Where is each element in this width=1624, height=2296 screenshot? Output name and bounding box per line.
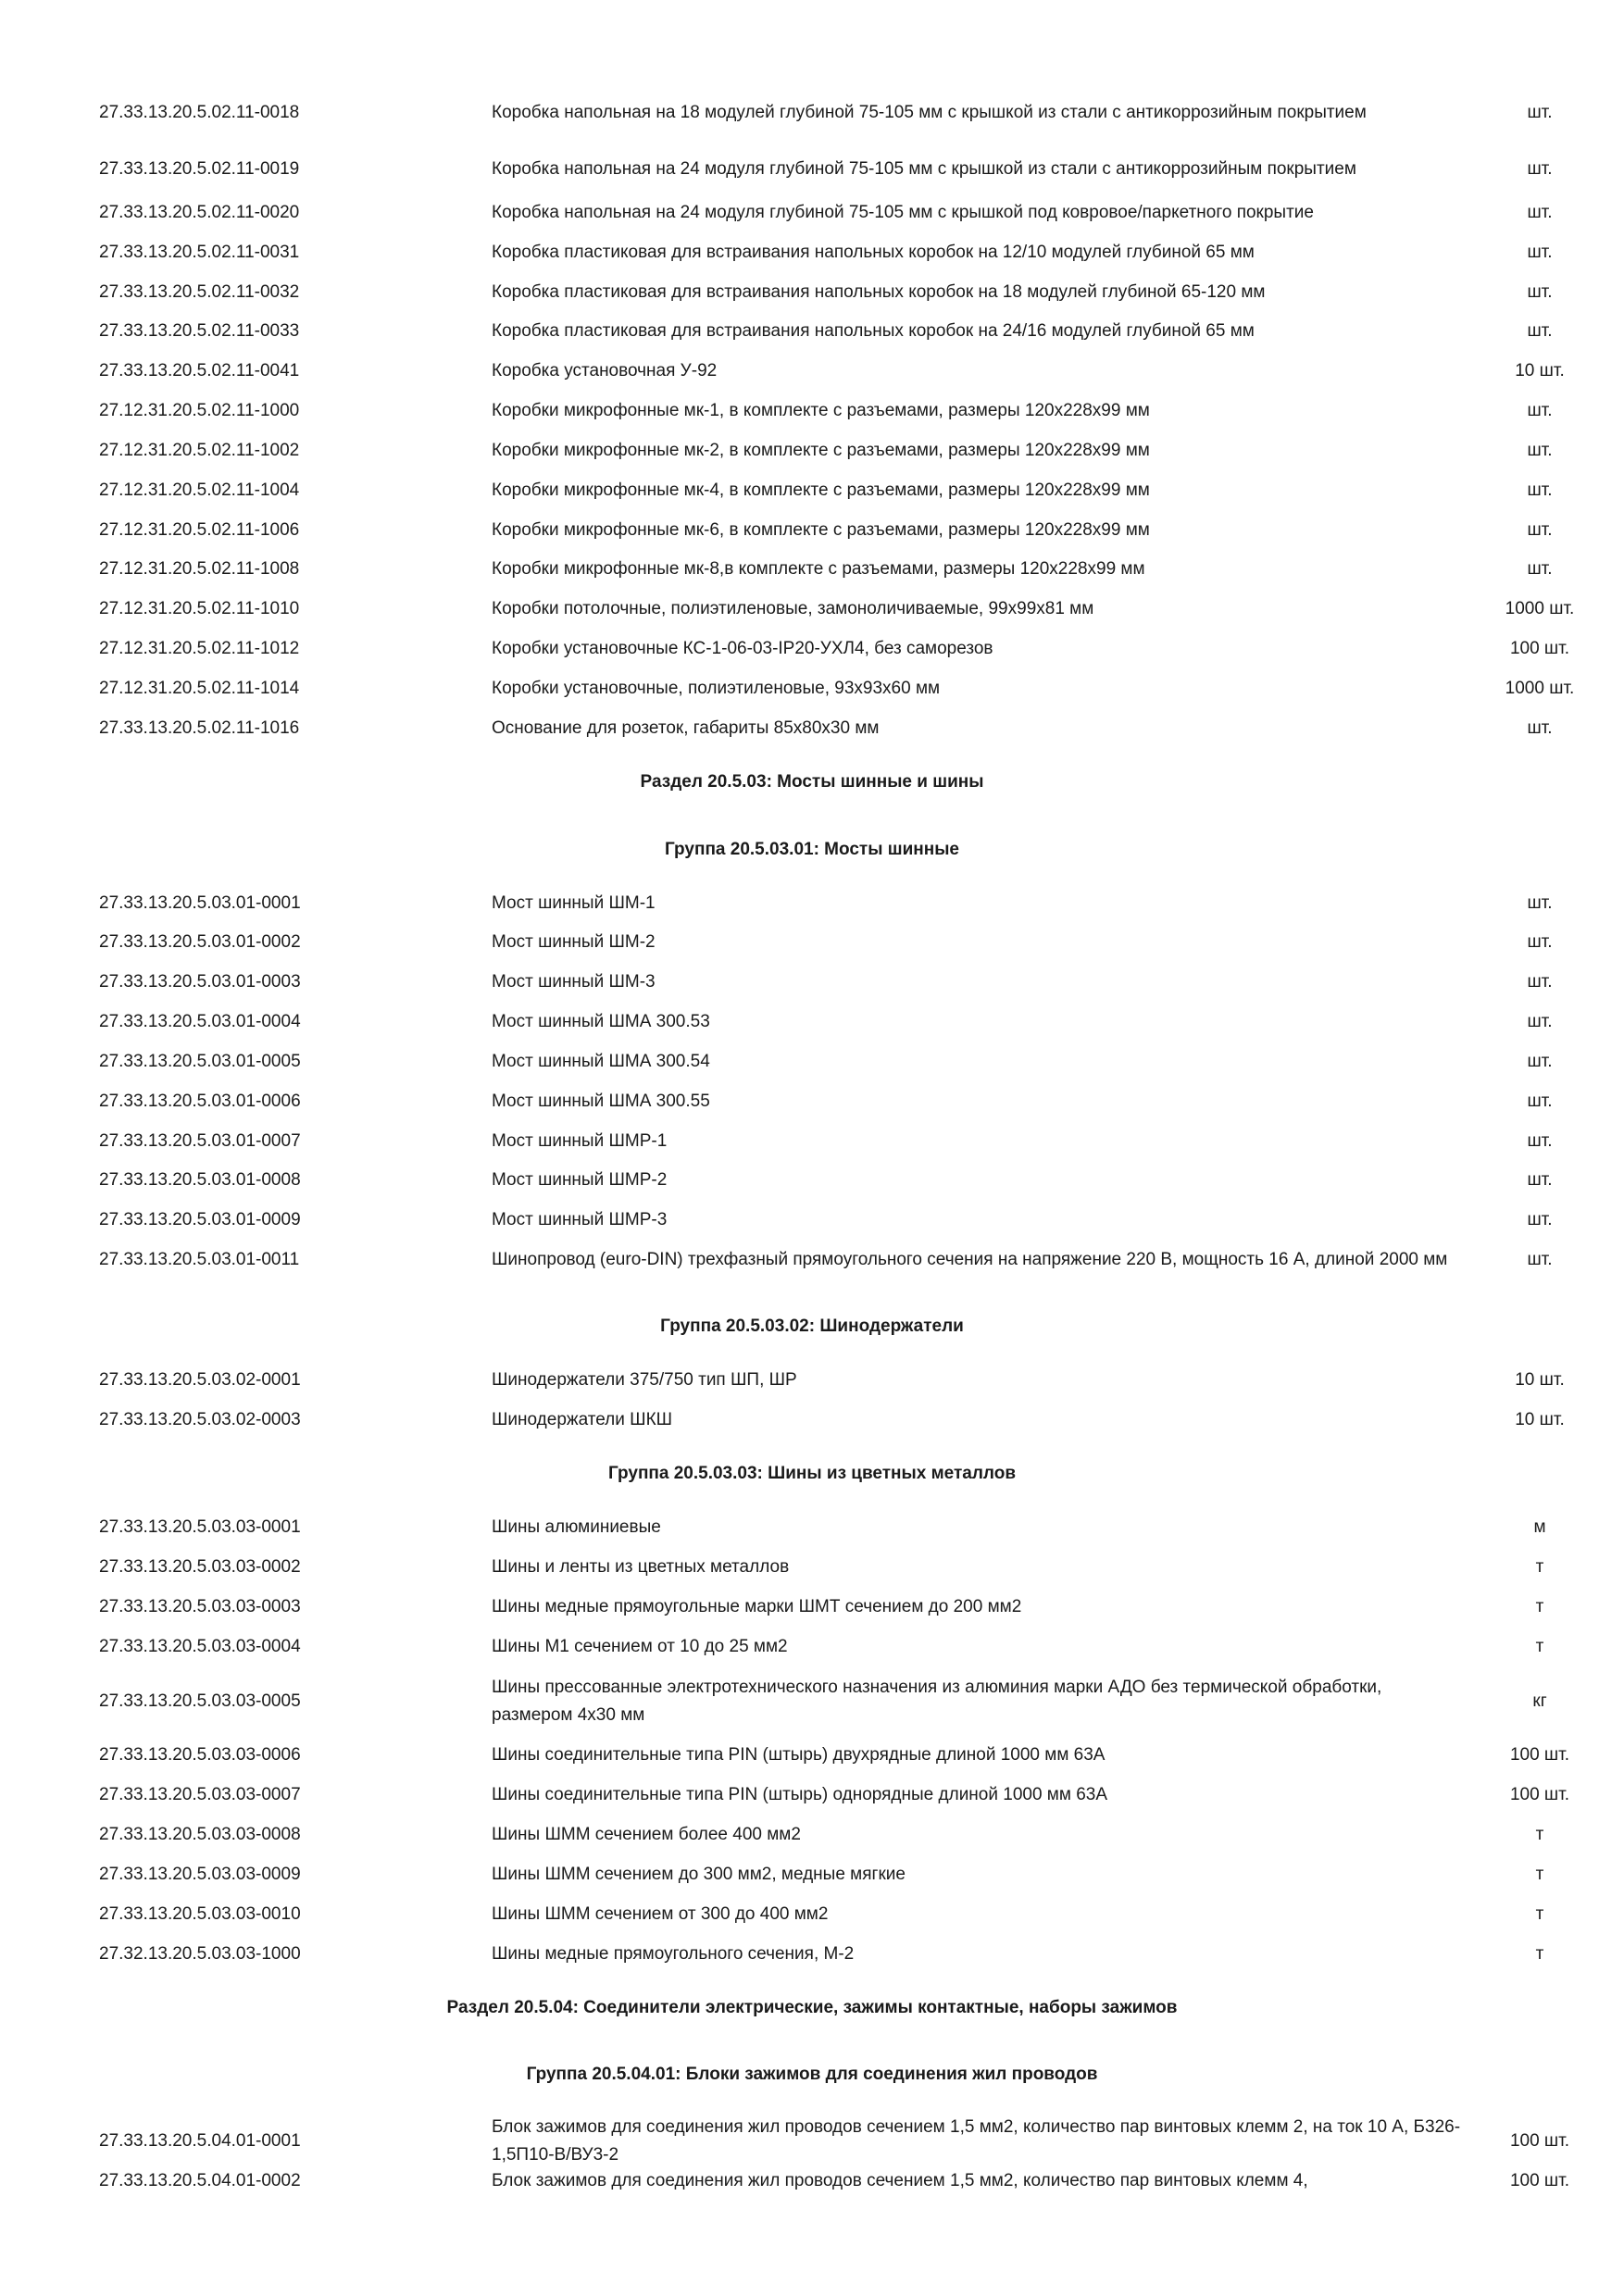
item-unit: шт. (1527, 401, 1553, 420)
item-name (492, 517, 1464, 544)
item-unit: шт. (1527, 932, 1553, 952)
item-unit: 100 шт. (1509, 1785, 1570, 1804)
item-unit: шт. (1527, 559, 1553, 579)
item-name-text: Коробка напольная на 18 модулей глубиной 75-105 мм с крышкой из стали с антикоррозийным покрытием (492, 103, 1367, 122)
item-name (492, 279, 1464, 306)
table-row (0, 1406, 1624, 1434)
item-unit: шт. (1527, 1131, 1553, 1151)
table-row (0, 517, 1624, 544)
table-row (0, 477, 1624, 505)
item-code: 27.33.13.20.5.03.01-0002 (99, 932, 301, 952)
item-code: 27.33.13.20.5.03.03-0004 (99, 1637, 301, 1656)
table-row (0, 239, 1624, 267)
item-code: 27.33.13.20.5.04.01-0001 (99, 2131, 301, 2151)
table-row (0, 635, 1624, 663)
item-unit: шт. (1527, 520, 1553, 540)
item-code: 27.33.13.20.5.03.01-0006 (99, 1092, 301, 1111)
item-unit: шт. (1527, 441, 1553, 460)
item-unit: шт. (1527, 243, 1553, 262)
item-code: 27.33.13.20.5.03.01-0007 (99, 1131, 301, 1151)
item-unit: т (1535, 1637, 1544, 1656)
item-name-text: Коробки микрофонные мк-6, в комплекте с разъемами, размеры 120х228х99 мм (492, 520, 1150, 540)
item-name-text: Мост шинный ШМА 300.55 (492, 1092, 710, 1111)
table-row (0, 2114, 1624, 2169)
item-code: 27.33.13.20.5.02.11-1016 (99, 718, 300, 738)
item-unit: шт. (1527, 203, 1553, 222)
item-name-text: Коробки микрофонные мк-1, в комплекте с разъемами, размеры 120х228х99 мм (492, 401, 1150, 420)
item-name-text: Коробка пластиковая для встраивания напольных коробок на 24/16 модулей глубиной 65 мм (492, 321, 1255, 341)
table-row (0, 397, 1624, 425)
item-unit: м (1533, 1517, 1546, 1537)
table-row (0, 357, 1624, 385)
table-row (0, 2167, 1624, 2195)
item-unit: 1000 шт. (1505, 679, 1575, 698)
item-name-text: Мост шинный ШМР-3 (492, 1210, 668, 1229)
item-name (492, 199, 1464, 227)
item-name (492, 1674, 1464, 1729)
table-row (0, 1206, 1624, 1234)
table-row (0, 1674, 1624, 1729)
item-code: 27.33.13.20.5.02.11-0032 (99, 282, 300, 302)
item-unit: шт. (1527, 1170, 1553, 1190)
item-code: 27.33.13.20.5.03.03-0001 (99, 1517, 301, 1537)
item-name (492, 1206, 1464, 1234)
table-row (0, 555, 1624, 583)
item-name-text: Коробка напольная на 24 модуля глубиной 75-105 мм с крышкой под ковровое/паркетного покрытие (492, 203, 1314, 222)
table-row (0, 1088, 1624, 1116)
item-code: 27.12.31.20.5.02.11-1004 (99, 480, 300, 500)
item-unit: шт. (1527, 1092, 1553, 1111)
item-name-text: Шинопровод (euro-DIN) трехфазный прямоугольного сечения на напряжение 220 В, мощность 16 А, длиной 2000 мм (492, 1250, 1448, 1269)
table-row (0, 1048, 1624, 1076)
item-name-text: Шины М1 сечением от 10 до 25 мм2 (492, 1637, 788, 1656)
table-row (0, 318, 1624, 345)
item-name (492, 635, 1464, 663)
table-row (0, 890, 1624, 917)
item-unit: 10 шт. (1515, 361, 1565, 381)
item-name (492, 715, 1464, 742)
table-row (0, 1232, 1624, 1288)
item-name (492, 555, 1464, 583)
item-name (492, 85, 1464, 141)
item-code: 27.33.13.20.5.03.03-0008 (99, 1825, 301, 1844)
item-name-text: Мост шинный ШМА 300.54 (492, 1052, 710, 1071)
item-code: 27.12.31.20.5.02.11-1008 (99, 559, 300, 579)
table-row (0, 929, 1624, 956)
item-unit: шт. (1527, 282, 1553, 302)
item-unit: 100 шт. (1509, 2171, 1570, 2190)
item-unit: шт. (1527, 480, 1553, 500)
item-name-text: Коробка установочная У-92 (492, 361, 718, 381)
item-name-text: Блок зажимов для соединения жил проводов сечением 1,5 мм2, количество пар винтовых клемм 2, на ток 10 А, Б326-1,5П10-В/ВУ3-2 (492, 2117, 1461, 2165)
item-name-text: Шины прессованные электротехнического назначения из алюминия марки АДО без термической обработки, размером 4х30 мм (492, 1678, 1382, 1725)
item-unit: шт. (1527, 1012, 1553, 1031)
item-name-text: Шины ШММ сечением более 400 мм2 (492, 1825, 801, 1844)
item-code: 27.33.13.20.5.03.02-0001 (99, 1370, 301, 1390)
item-code: 27.33.13.20.5.03.03-0010 (99, 1904, 301, 1924)
item-unit: шт. (1527, 1210, 1553, 1229)
item-name (492, 1167, 1464, 1194)
table-row (0, 279, 1624, 306)
item-name-text: Коробки установочные КС-1-06-03-IP20-УХЛ4, без саморезов (492, 639, 993, 658)
table-row (0, 1554, 1624, 1581)
item-code: 27.33.13.20.5.03.03-0002 (99, 1557, 301, 1577)
item-unit: т (1535, 1865, 1544, 1884)
item-unit: 10 шт. (1515, 1370, 1565, 1390)
table-row (0, 1128, 1624, 1155)
item-code: 27.33.13.20.5.03.01-0009 (99, 1210, 301, 1229)
table-row (0, 1861, 1624, 1889)
item-code: 27.33.13.20.5.03.01-0008 (99, 1170, 301, 1190)
item-name (492, 318, 1464, 345)
item-code: 27.33.13.20.5.02.11-0018 (99, 103, 300, 122)
item-name-text: Мост шинный ШМА 300.53 (492, 1012, 710, 1031)
item-name (492, 1593, 1464, 1621)
table-row (0, 1008, 1624, 1036)
item-name (492, 397, 1464, 425)
item-name (492, 1861, 1464, 1889)
item-code: 27.33.13.20.5.03.03-0003 (99, 1597, 301, 1616)
item-code: 27.12.31.20.5.02.11-1012 (99, 639, 300, 658)
item-code: 27.33.13.20.5.02.11-0033 (99, 321, 300, 341)
item-name-text: Шины алюминиевые (492, 1517, 661, 1537)
table-row (0, 1633, 1624, 1661)
item-code: 27.12.31.20.5.02.11-1000 (99, 401, 300, 420)
table-row (0, 968, 1624, 996)
item-name (492, 477, 1464, 505)
item-unit: т (1535, 1904, 1544, 1924)
item-name-text: Мост шинный ШМ-1 (492, 893, 656, 913)
table-row (0, 715, 1624, 742)
item-unit: т (1535, 1597, 1544, 1616)
item-name-text: Коробки микрофонные мк-2, в комплекте с разъемами, размеры 120х228х99 мм (492, 441, 1150, 460)
item-unit: шт. (1527, 321, 1553, 341)
item-unit: 100 шт. (1509, 639, 1570, 658)
table-row (0, 85, 1624, 141)
item-unit: 1000 шт. (1505, 599, 1575, 618)
item-code: 27.33.13.20.5.02.11-0019 (99, 159, 300, 179)
item-name-text: Шины медные прямоугольного сечения, М-2 (492, 1944, 855, 1964)
item-code: 27.33.13.20.5.03.03-0005 (99, 1691, 301, 1711)
item-unit: шт. (1527, 159, 1553, 179)
item-code: 27.12.31.20.5.02.11-1014 (99, 679, 300, 698)
item-name-text: Коробка напольная на 24 модуля глубиной 75-105 мм с крышкой из стали с антикоррозийным покрытием (492, 159, 1356, 179)
item-code: 27.33.13.20.5.03.02-0003 (99, 1410, 301, 1429)
item-unit: т (1535, 1557, 1544, 1577)
item-name (492, 1741, 1464, 1769)
item-name (492, 239, 1464, 267)
item-name-text: Мост шинный ШМ-3 (492, 972, 656, 992)
item-unit: шт. (1527, 1250, 1553, 1269)
item-name-text: Шины ШММ сечением от 300 до 400 мм2 (492, 1904, 829, 1924)
table-row (0, 437, 1624, 465)
item-name (492, 1781, 1464, 1809)
item-name-text: Шины ШММ сечением до 300 мм2, медные мягкие (492, 1865, 906, 1884)
item-name-text: Мост шинный ШМР-2 (492, 1170, 668, 1190)
table-row (0, 1593, 1624, 1621)
item-name-text: Шинодержатели ШКШ (492, 1410, 673, 1429)
table-row (0, 1366, 1624, 1394)
item-code: 27.12.31.20.5.02.11-1006 (99, 520, 300, 540)
item-code: 27.33.13.20.5.02.11-0031 (99, 243, 300, 262)
item-code: 27.33.13.20.5.03.03-0007 (99, 1785, 301, 1804)
item-name-text: Шины соединительные типа PIN (штырь) однорядные длиной 1000 мм 63А (492, 1785, 1108, 1804)
item-name-text: Мост шинный ШМР-1 (492, 1131, 668, 1151)
item-name (492, 1821, 1464, 1849)
item-name-text: Мост шинный ШМ-2 (492, 932, 656, 952)
table-row (0, 1821, 1624, 1849)
item-name (492, 968, 1464, 996)
item-name (492, 675, 1464, 703)
section-heading: Раздел 20.5.03: Мосты шинные и шины (640, 772, 984, 792)
item-name (492, 1232, 1464, 1288)
item-name (492, 1088, 1464, 1116)
item-code: 27.32.13.20.5.03.03-1000 (99, 1944, 301, 1964)
item-name (492, 1406, 1464, 1434)
section-heading: Группа 20.5.03.03: Шины из цветных металлов (607, 1464, 1017, 1483)
item-name (492, 357, 1464, 385)
table-row (0, 675, 1624, 703)
item-name (492, 1128, 1464, 1155)
item-code: 27.33.13.20.5.03.03-0006 (99, 1745, 301, 1765)
item-name-text: Коробка пластиковая для встраивания напольных коробок на 12/10 модулей глубиной 65 мм (492, 243, 1255, 262)
item-code: 27.33.13.20.5.03.01-0001 (99, 893, 301, 913)
item-code: 27.33.13.20.5.02.11-0041 (99, 361, 300, 381)
item-unit: т (1535, 1944, 1544, 1964)
table-row (0, 142, 1624, 197)
item-name-text: Шины и ленты из цветных металлов (492, 1557, 790, 1577)
table-row (0, 1781, 1624, 1809)
item-name (492, 2114, 1464, 2169)
item-name (492, 890, 1464, 917)
item-name-text: Коробки потолочные, полиэтиленовые, замоноличиваемые, 99х99х81 мм (492, 599, 1094, 618)
item-name (492, 437, 1464, 465)
item-name (492, 1048, 1464, 1076)
item-code: 27.33.13.20.5.03.01-0005 (99, 1052, 301, 1071)
item-name (492, 1940, 1464, 1968)
item-code: 27.33.13.20.5.03.01-0003 (99, 972, 301, 992)
item-name-text: Шины медные прямоугольные марки ШМТ сечением до 200 мм2 (492, 1597, 1022, 1616)
item-code: 27.33.13.20.5.03.01-0004 (99, 1012, 301, 1031)
item-code: 27.33.13.20.5.04.01-0002 (99, 2171, 301, 2190)
item-name-text: Шины соединительные типа PIN (штырь) двухрядные длиной 1000 мм 63А (492, 1745, 1106, 1765)
item-name (492, 2167, 1464, 2195)
item-name-text: Шинодержатели 375/750 тип ШП, ШР (492, 1370, 797, 1390)
item-code: 27.33.13.20.5.03.01-0011 (99, 1250, 300, 1269)
item-name (492, 1901, 1464, 1928)
section-heading: Группа 20.5.03.02: Шинодержатели (660, 1316, 964, 1336)
item-code: 27.33.13.20.5.02.11-0020 (99, 203, 300, 222)
table-row (0, 1167, 1624, 1194)
item-name (492, 1554, 1464, 1581)
item-unit: т (1535, 1825, 1544, 1844)
table-row (0, 1514, 1624, 1541)
item-unit: шт. (1527, 972, 1553, 992)
item-name-text: Коробки установочные, полиэтиленовые, 93х93х60 мм (492, 679, 941, 698)
table-row (0, 1741, 1624, 1769)
item-unit: 100 шт. (1509, 2131, 1570, 2151)
item-name-text: Основание для розеток, габариты 85х80х30 мм (492, 718, 880, 738)
item-name (492, 1514, 1464, 1541)
item-name (492, 929, 1464, 956)
item-unit: шт. (1527, 103, 1553, 122)
section-heading: Раздел 20.5.04: Соединители электрические, зажимы контактные, наборы зажимов (446, 1998, 1178, 2017)
table-row (0, 199, 1624, 227)
item-unit: 100 шт. (1509, 1745, 1570, 1765)
item-name (492, 1366, 1464, 1394)
table-row (0, 1901, 1624, 1928)
item-name (492, 595, 1464, 623)
item-code: 27.33.13.20.5.03.03-0009 (99, 1865, 301, 1884)
item-name (492, 1633, 1464, 1661)
table-row (0, 595, 1624, 623)
item-unit: шт. (1527, 1052, 1553, 1071)
table-row (0, 1940, 1624, 1968)
item-unit: шт. (1527, 718, 1553, 738)
item-code: 27.12.31.20.5.02.11-1010 (99, 599, 300, 618)
item-name-text: Коробки микрофонные мк-4, в комплекте с разъемами, размеры 120х228х99 мм (492, 480, 1150, 500)
section-heading: Группа 20.5.03.01: Мосты шинные (665, 840, 959, 859)
item-name-text: Блок зажимов для соединения жил проводов сечением 1,5 мм2, количество пар винтовых клемм 4, (492, 2171, 1308, 2190)
item-unit: 10 шт. (1515, 1410, 1565, 1429)
item-unit: шт. (1527, 893, 1553, 913)
item-name (492, 142, 1464, 197)
item-name-text: Коробка пластиковая для встраивания напольных коробок на 18 модулей глубиной 65-120 мм (492, 282, 1266, 302)
item-code: 27.12.31.20.5.02.11-1002 (99, 441, 300, 460)
item-name (492, 1008, 1464, 1036)
item-name-text: Коробки микрофонные мк-8,в комплекте с разъемами, размеры 120х228х99 мм (492, 559, 1145, 579)
section-heading: Группа 20.5.04.01: Блоки зажимов для соединения жил проводов (526, 2065, 1098, 2084)
item-unit: кг (1532, 1691, 1547, 1711)
